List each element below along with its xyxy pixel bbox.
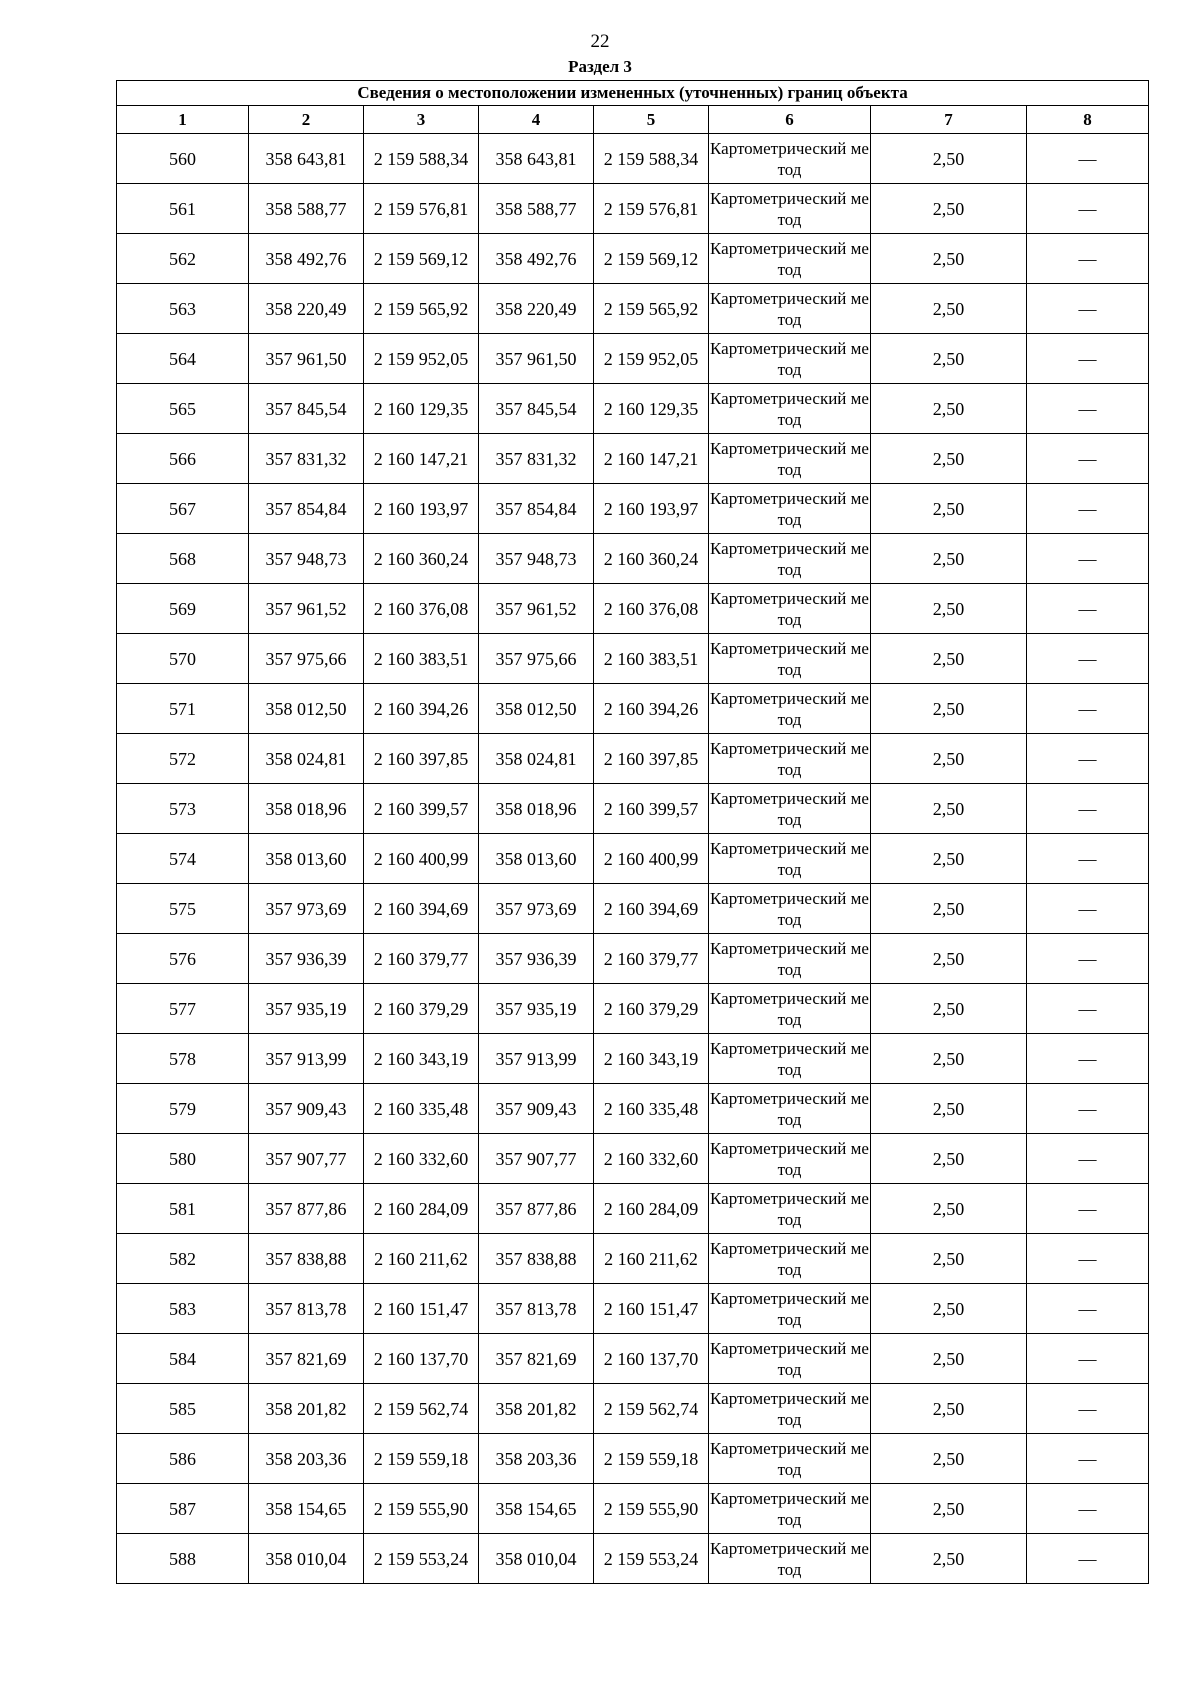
table-row	[117, 884, 1149, 934]
method-cell: Картометрический метод	[709, 934, 871, 984]
table-body	[117, 134, 1149, 1584]
new-x-cell: 357 877,86	[479, 1184, 594, 1234]
existing-y-cell: 2 160 394,26	[364, 684, 479, 734]
description-cell: —	[1027, 584, 1149, 634]
existing-x-cell: 358 201,82	[249, 1384, 364, 1434]
new-x-cell: 357 854,84	[479, 484, 594, 534]
new-y-cell: 2 159 562,74	[594, 1384, 709, 1434]
table-row	[117, 1134, 1149, 1184]
existing-x-cell: 357 854,84	[249, 484, 364, 534]
existing-y-cell: 2 160 379,29	[364, 984, 479, 1034]
existing-x-cell: 358 154,65	[249, 1484, 364, 1534]
table-row	[117, 184, 1149, 234]
existing-x-cell: 357 961,52	[249, 584, 364, 634]
table-row	[117, 284, 1149, 334]
existing-x-cell: 357 935,19	[249, 984, 364, 1034]
new-x-cell: 357 975,66	[479, 634, 594, 684]
point-number-cell: 588	[117, 1534, 249, 1584]
new-y-cell: 2 160 129,35	[594, 384, 709, 434]
existing-x-cell: 358 220,49	[249, 284, 364, 334]
existing-y-cell: 2 160 383,51	[364, 634, 479, 684]
new-y-cell: 2 159 565,92	[594, 284, 709, 334]
table-row	[117, 834, 1149, 884]
accuracy-cell: 2,50	[871, 1084, 1027, 1134]
point-number-cell: 581	[117, 1184, 249, 1234]
table-row	[117, 1434, 1149, 1484]
new-y-cell: 2 160 383,51	[594, 634, 709, 684]
existing-y-cell: 2 160 360,24	[364, 534, 479, 584]
table-row	[117, 584, 1149, 634]
description-cell: —	[1027, 634, 1149, 684]
existing-x-cell: 357 909,43	[249, 1084, 364, 1134]
method-cell: Картометрический метод	[709, 1284, 871, 1334]
method-cell: Картометрический метод	[709, 184, 871, 234]
existing-x-cell: 358 492,76	[249, 234, 364, 284]
table-row	[117, 1384, 1149, 1434]
new-y-cell: 2 160 332,60	[594, 1134, 709, 1184]
method-cell: Картометрический метод	[709, 984, 871, 1034]
existing-y-cell: 2 159 555,90	[364, 1484, 479, 1534]
accuracy-cell: 2,50	[871, 1134, 1027, 1184]
point-number-cell: 578	[117, 1034, 249, 1084]
accuracy-cell: 2,50	[871, 484, 1027, 534]
description-cell: —	[1027, 1284, 1149, 1334]
description-cell: —	[1027, 984, 1149, 1034]
accuracy-cell: 2,50	[871, 1434, 1027, 1484]
existing-x-cell: 358 018,96	[249, 784, 364, 834]
description-cell: —	[1027, 184, 1149, 234]
existing-y-cell: 2 160 151,47	[364, 1284, 479, 1334]
column-header: 6	[709, 106, 871, 134]
new-x-cell: 357 813,78	[479, 1284, 594, 1334]
table-row	[117, 1534, 1149, 1584]
new-y-cell: 2 160 335,48	[594, 1084, 709, 1134]
table-row	[117, 684, 1149, 734]
accuracy-cell: 2,50	[871, 784, 1027, 834]
method-cell: Картометрический метод	[709, 734, 871, 784]
existing-y-cell: 2 159 952,05	[364, 334, 479, 384]
accuracy-cell: 2,50	[871, 884, 1027, 934]
description-cell: —	[1027, 384, 1149, 434]
new-y-cell: 2 160 397,85	[594, 734, 709, 784]
method-cell: Картометрический метод	[709, 834, 871, 884]
point-number-cell: 571	[117, 684, 249, 734]
existing-y-cell: 2 160 397,85	[364, 734, 479, 784]
new-y-cell: 2 160 211,62	[594, 1234, 709, 1284]
accuracy-cell: 2,50	[871, 1034, 1027, 1084]
accuracy-cell: 2,50	[871, 284, 1027, 334]
accuracy-cell: 2,50	[871, 1384, 1027, 1434]
accuracy-cell: 2,50	[871, 684, 1027, 734]
existing-x-cell: 357 838,88	[249, 1234, 364, 1284]
point-number-cell: 566	[117, 434, 249, 484]
table-row	[117, 734, 1149, 784]
column-header: 2	[249, 106, 364, 134]
description-cell: —	[1027, 1034, 1149, 1084]
accuracy-cell: 2,50	[871, 334, 1027, 384]
new-x-cell: 358 024,81	[479, 734, 594, 784]
new-y-cell: 2 159 553,24	[594, 1534, 709, 1584]
point-number-cell: 573	[117, 784, 249, 834]
new-y-cell: 2 160 376,08	[594, 584, 709, 634]
existing-y-cell: 2 160 332,60	[364, 1134, 479, 1184]
new-x-cell: 358 012,50	[479, 684, 594, 734]
accuracy-cell: 2,50	[871, 734, 1027, 784]
method-cell: Картометрический метод	[709, 484, 871, 534]
table-caption-row	[117, 81, 1149, 106]
description-cell: —	[1027, 284, 1149, 334]
existing-x-cell: 357 845,54	[249, 384, 364, 434]
method-cell: Картометрический метод	[709, 584, 871, 634]
new-x-cell: 358 018,96	[479, 784, 594, 834]
new-x-cell: 357 973,69	[479, 884, 594, 934]
new-x-cell: 358 220,49	[479, 284, 594, 334]
accuracy-cell: 2,50	[871, 234, 1027, 284]
description-cell: —	[1027, 534, 1149, 584]
new-y-cell: 2 159 588,34	[594, 134, 709, 184]
point-number-cell: 567	[117, 484, 249, 534]
accuracy-cell: 2,50	[871, 634, 1027, 684]
new-x-cell: 357 935,19	[479, 984, 594, 1034]
new-y-cell: 2 160 284,09	[594, 1184, 709, 1234]
method-cell: Картометрический метод	[709, 1134, 871, 1184]
point-number-cell: 569	[117, 584, 249, 634]
point-number-cell: 580	[117, 1134, 249, 1184]
point-number-cell: 584	[117, 1334, 249, 1384]
method-cell: Картометрический метод	[709, 284, 871, 334]
new-x-cell: 358 203,36	[479, 1434, 594, 1484]
description-cell: —	[1027, 1084, 1149, 1134]
method-cell: Картометрический метод	[709, 134, 871, 184]
new-x-cell: 357 961,52	[479, 584, 594, 634]
method-cell: Картометрический метод	[709, 1434, 871, 1484]
point-number-cell: 586	[117, 1434, 249, 1484]
point-number-cell: 575	[117, 884, 249, 934]
table-row	[117, 1284, 1149, 1334]
description-cell: —	[1027, 434, 1149, 484]
existing-y-cell: 2 159 562,74	[364, 1384, 479, 1434]
method-cell: Картометрический метод	[709, 1334, 871, 1384]
column-header: 4	[479, 106, 594, 134]
point-number-cell: 583	[117, 1284, 249, 1334]
existing-x-cell: 357 936,39	[249, 934, 364, 984]
existing-y-cell: 2 160 376,08	[364, 584, 479, 634]
table-caption: Сведения о местоположении измененных (уточненных) границ объекта	[117, 81, 1149, 106]
description-cell: —	[1027, 234, 1149, 284]
method-cell: Картометрический метод	[709, 1234, 871, 1284]
existing-x-cell: 357 907,77	[249, 1134, 364, 1184]
coordinates-table	[116, 80, 1149, 1584]
description-cell: —	[1027, 134, 1149, 184]
description-cell: —	[1027, 1484, 1149, 1534]
existing-y-cell: 2 160 147,21	[364, 434, 479, 484]
existing-y-cell: 2 159 559,18	[364, 1434, 479, 1484]
point-number-cell: 576	[117, 934, 249, 984]
table-row	[117, 234, 1149, 284]
accuracy-cell: 2,50	[871, 984, 1027, 1034]
method-cell: Картометрический метод	[709, 1384, 871, 1434]
point-number-cell: 564	[117, 334, 249, 384]
new-y-cell: 2 160 400,99	[594, 834, 709, 884]
point-number-cell: 568	[117, 534, 249, 584]
column-header: 3	[364, 106, 479, 134]
method-cell: Картометрический метод	[709, 334, 871, 384]
table-row	[117, 984, 1149, 1034]
method-cell: Картометрический метод	[709, 1084, 871, 1134]
description-cell: —	[1027, 334, 1149, 384]
table-row	[117, 1184, 1149, 1234]
point-number-cell: 574	[117, 834, 249, 884]
existing-x-cell: 357 821,69	[249, 1334, 364, 1384]
method-cell: Картометрический метод	[709, 1034, 871, 1084]
new-x-cell: 357 831,32	[479, 434, 594, 484]
accuracy-cell: 2,50	[871, 1284, 1027, 1334]
point-number-cell: 565	[117, 384, 249, 434]
table-row	[117, 434, 1149, 484]
new-x-cell: 358 643,81	[479, 134, 594, 184]
method-cell: Картометрический метод	[709, 1184, 871, 1234]
existing-y-cell: 2 160 335,48	[364, 1084, 479, 1134]
accuracy-cell: 2,50	[871, 934, 1027, 984]
point-number-cell: 563	[117, 284, 249, 334]
existing-y-cell: 2 159 569,12	[364, 234, 479, 284]
table-row	[117, 1234, 1149, 1284]
point-number-cell: 585	[117, 1384, 249, 1434]
description-cell: —	[1027, 1434, 1149, 1484]
existing-y-cell: 2 160 284,09	[364, 1184, 479, 1234]
existing-y-cell: 2 160 129,35	[364, 384, 479, 434]
accuracy-cell: 2,50	[871, 434, 1027, 484]
description-cell: —	[1027, 684, 1149, 734]
column-header: 8	[1027, 106, 1149, 134]
existing-y-cell: 2 159 576,81	[364, 184, 479, 234]
table-row	[117, 1034, 1149, 1084]
point-number-cell: 560	[117, 134, 249, 184]
existing-y-cell: 2 159 588,34	[364, 134, 479, 184]
existing-x-cell: 357 948,73	[249, 534, 364, 584]
method-cell: Картометрический метод	[709, 534, 871, 584]
new-x-cell: 357 907,77	[479, 1134, 594, 1184]
table-row	[117, 384, 1149, 434]
new-y-cell: 2 160 379,77	[594, 934, 709, 984]
new-y-cell: 2 160 394,26	[594, 684, 709, 734]
accuracy-cell: 2,50	[871, 1484, 1027, 1534]
description-cell: —	[1027, 1134, 1149, 1184]
accuracy-cell: 2,50	[871, 184, 1027, 234]
existing-x-cell: 358 024,81	[249, 734, 364, 784]
table-row	[117, 1484, 1149, 1534]
point-number-cell: 562	[117, 234, 249, 284]
accuracy-cell: 2,50	[871, 1234, 1027, 1284]
table-row	[117, 634, 1149, 684]
existing-x-cell: 357 913,99	[249, 1034, 364, 1084]
table-row	[117, 534, 1149, 584]
new-y-cell: 2 160 193,97	[594, 484, 709, 534]
new-x-cell: 357 913,99	[479, 1034, 594, 1084]
existing-x-cell: 358 013,60	[249, 834, 364, 884]
new-y-cell: 2 160 360,24	[594, 534, 709, 584]
existing-x-cell: 358 588,77	[249, 184, 364, 234]
existing-x-cell: 357 975,66	[249, 634, 364, 684]
new-y-cell: 2 159 952,05	[594, 334, 709, 384]
accuracy-cell: 2,50	[871, 534, 1027, 584]
description-cell: —	[1027, 1334, 1149, 1384]
new-y-cell: 2 160 147,21	[594, 434, 709, 484]
existing-y-cell: 2 160 137,70	[364, 1334, 479, 1384]
method-cell: Картометрический метод	[709, 634, 871, 684]
new-x-cell: 357 838,88	[479, 1234, 594, 1284]
new-x-cell: 358 492,76	[479, 234, 594, 284]
existing-x-cell: 358 203,36	[249, 1434, 364, 1484]
existing-y-cell: 2 160 399,57	[364, 784, 479, 834]
column-header: 7	[871, 106, 1027, 134]
new-y-cell: 2 160 137,70	[594, 1334, 709, 1384]
new-y-cell: 2 159 569,12	[594, 234, 709, 284]
new-x-cell: 357 936,39	[479, 934, 594, 984]
existing-y-cell: 2 159 565,92	[364, 284, 479, 334]
accuracy-cell: 2,50	[871, 1184, 1027, 1234]
existing-x-cell: 358 643,81	[249, 134, 364, 184]
accuracy-cell: 2,50	[871, 834, 1027, 884]
new-y-cell: 2 160 151,47	[594, 1284, 709, 1334]
point-number-cell: 570	[117, 634, 249, 684]
point-number-cell: 577	[117, 984, 249, 1034]
new-y-cell: 2 159 576,81	[594, 184, 709, 234]
new-x-cell: 357 909,43	[479, 1084, 594, 1134]
new-x-cell: 358 010,04	[479, 1534, 594, 1584]
method-cell: Картометрический метод	[709, 1534, 871, 1584]
table-row	[117, 1334, 1149, 1384]
description-cell: —	[1027, 1534, 1149, 1584]
accuracy-cell: 2,50	[871, 134, 1027, 184]
new-y-cell: 2 159 559,18	[594, 1434, 709, 1484]
column-numbers-row	[117, 106, 1149, 134]
existing-y-cell: 2 160 394,69	[364, 884, 479, 934]
accuracy-cell: 2,50	[871, 1334, 1027, 1384]
point-number-cell: 587	[117, 1484, 249, 1534]
existing-y-cell: 2 160 193,97	[364, 484, 479, 534]
new-y-cell: 2 159 555,90	[594, 1484, 709, 1534]
description-cell: —	[1027, 484, 1149, 534]
point-number-cell: 561	[117, 184, 249, 234]
method-cell: Картометрический метод	[709, 434, 871, 484]
existing-y-cell: 2 159 553,24	[364, 1534, 479, 1584]
method-cell: Картометрический метод	[709, 884, 871, 934]
new-x-cell: 357 821,69	[479, 1334, 594, 1384]
point-number-cell: 572	[117, 734, 249, 784]
description-cell: —	[1027, 1184, 1149, 1234]
new-x-cell: 357 961,50	[479, 334, 594, 384]
existing-y-cell: 2 160 211,62	[364, 1234, 479, 1284]
new-y-cell: 2 160 379,29	[594, 984, 709, 1034]
point-number-cell: 579	[117, 1084, 249, 1134]
description-cell: —	[1027, 884, 1149, 934]
column-header: 1	[117, 106, 249, 134]
table-row	[117, 784, 1149, 834]
existing-x-cell: 357 961,50	[249, 334, 364, 384]
method-cell: Картометрический метод	[709, 784, 871, 834]
description-cell: —	[1027, 1384, 1149, 1434]
new-x-cell: 358 588,77	[479, 184, 594, 234]
table-row	[117, 484, 1149, 534]
table-row	[117, 134, 1149, 184]
existing-x-cell: 358 012,50	[249, 684, 364, 734]
accuracy-cell: 2,50	[871, 384, 1027, 434]
accuracy-cell: 2,50	[871, 584, 1027, 634]
method-cell: Картометрический метод	[709, 1484, 871, 1534]
new-y-cell: 2 160 343,19	[594, 1034, 709, 1084]
new-x-cell: 357 845,54	[479, 384, 594, 434]
new-x-cell: 357 948,73	[479, 534, 594, 584]
existing-y-cell: 2 160 379,77	[364, 934, 479, 984]
existing-x-cell: 357 973,69	[249, 884, 364, 934]
existing-y-cell: 2 160 400,99	[364, 834, 479, 884]
new-x-cell: 358 154,65	[479, 1484, 594, 1534]
description-cell: —	[1027, 834, 1149, 884]
method-cell: Картометрический метод	[709, 384, 871, 434]
section-title: Раздел 3	[568, 57, 632, 76]
existing-x-cell: 358 010,04	[249, 1534, 364, 1584]
existing-x-cell: 357 813,78	[249, 1284, 364, 1334]
description-cell: —	[1027, 1234, 1149, 1284]
table-row	[117, 1084, 1149, 1134]
description-cell: —	[1027, 784, 1149, 834]
new-y-cell: 2 160 394,69	[594, 884, 709, 934]
existing-x-cell: 357 831,32	[249, 434, 364, 484]
description-cell: —	[1027, 734, 1149, 784]
column-header: 5	[594, 106, 709, 134]
existing-x-cell: 357 877,86	[249, 1184, 364, 1234]
accuracy-cell: 2,50	[871, 1534, 1027, 1584]
table-row	[117, 934, 1149, 984]
description-cell: —	[1027, 934, 1149, 984]
point-number-cell: 582	[117, 1234, 249, 1284]
page-number: 22	[590, 31, 610, 52]
new-y-cell: 2 160 399,57	[594, 784, 709, 834]
existing-y-cell: 2 160 343,19	[364, 1034, 479, 1084]
method-cell: Картометрический метод	[709, 234, 871, 284]
method-cell: Картометрический метод	[709, 684, 871, 734]
new-x-cell: 358 013,60	[479, 834, 594, 884]
table-row	[117, 334, 1149, 384]
new-x-cell: 358 201,82	[479, 1384, 594, 1434]
